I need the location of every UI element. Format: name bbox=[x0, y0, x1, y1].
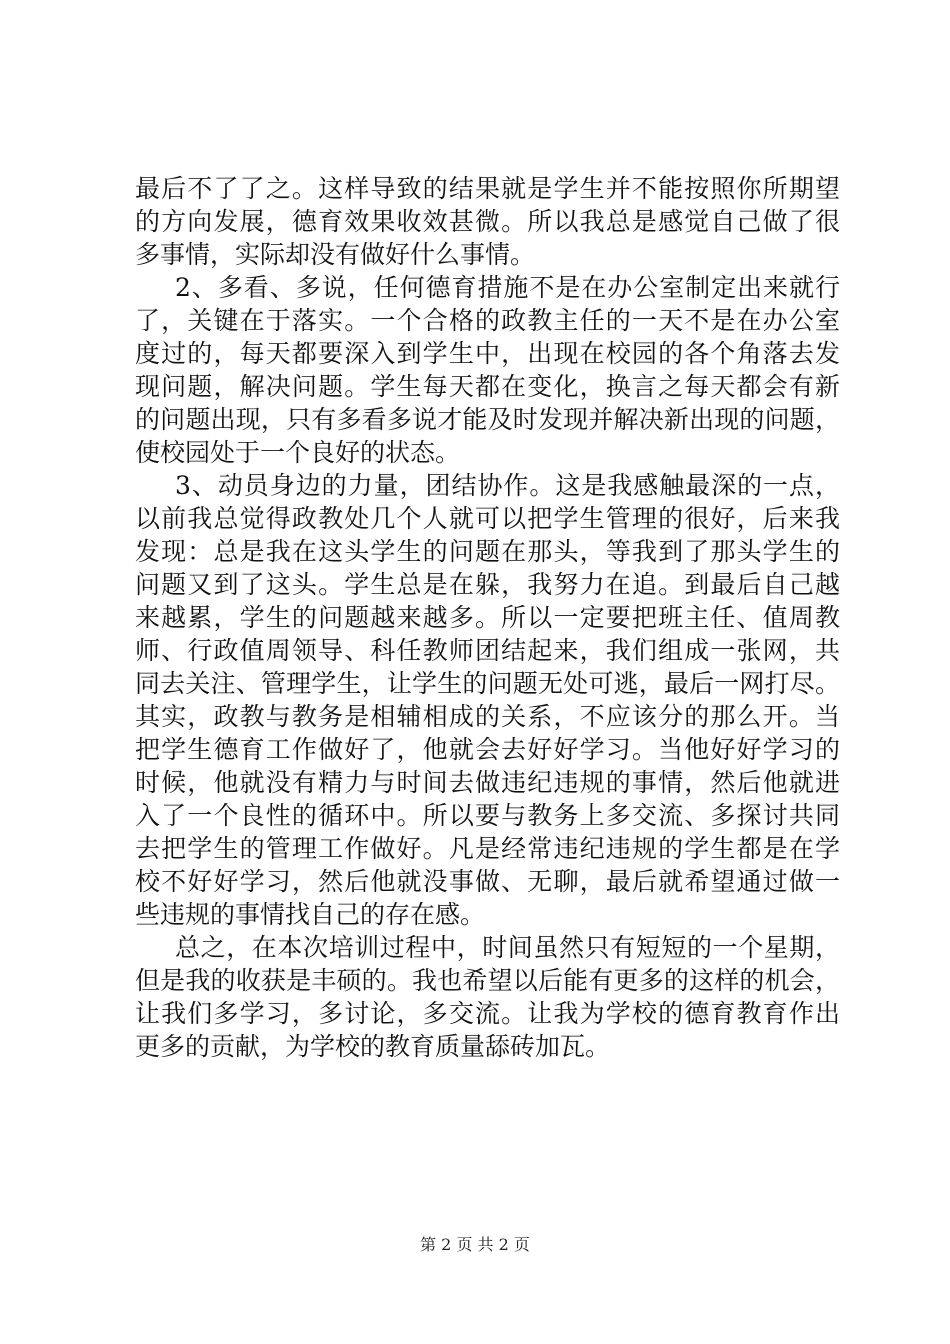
text-line: 发现：总是我在这头学生的问题在那头，等我到了那头学生的 bbox=[135, 537, 840, 566]
text-line: 师、行政值周领导、科任教师团结起来，我们组成一张网，共 bbox=[135, 636, 840, 665]
text-line: 了，关键在于落实。一个合格的政教主任的一天不是在办公室 bbox=[135, 306, 840, 335]
text-line: 最后不了了之。这样导致的结果就是学生并不能按照你所期望 bbox=[135, 174, 840, 203]
text-line: 入了一个良性的循环中。所以要与教务上多交流、多探讨共同 bbox=[135, 801, 840, 830]
text-line: 校不好好学习，然后他就没事做、无聊，最后就希望通过做一 bbox=[135, 867, 840, 896]
text-line: 以前我总觉得政教处几个人就可以把学生管理的很好，后来我 bbox=[135, 504, 840, 533]
text-line: 的问题出现，只有多看多说才能及时发现并解决新出现的问题， bbox=[135, 405, 840, 434]
text-line: 来越累，学生的问题越来越多。所以一定要把班主任、值周教 bbox=[135, 603, 840, 632]
text-line: 让我们多学习，多讨论，多交流。让我为学校的德育教育作出 bbox=[135, 999, 840, 1028]
text-line: 些违规的事情找自己的存在感。 bbox=[135, 900, 486, 929]
text-line: 问题又到了这头。学生总是在躲，我努力在追。到最后自己越 bbox=[135, 570, 840, 599]
text-line: 其实，政教与教务是相辅相成的关系，不应该分的那么开。当 bbox=[135, 702, 840, 731]
text-line: 同去关注、管理学生，让学生的问题无处可逃，最后一网打尽。 bbox=[135, 669, 840, 698]
text-line: 去把学生的管理工作做好。凡是经常违纪违规的学生都是在学 bbox=[135, 834, 840, 863]
text-line: 3、动员身边的力量，团结协作。这是我感触最深的一点， bbox=[175, 471, 840, 500]
text-line: 但是我的收获是丰硕的。我也希望以后能有更多的这样的机会， bbox=[135, 966, 840, 995]
body-text bbox=[135, 172, 840, 1063]
text-line: 的方向发展，德育效果收效甚微。所以我总是感觉自己做了很 bbox=[135, 207, 840, 236]
text-line: 度过的，每天都要深入到学生中，出现在校园的各个角落去发 bbox=[135, 339, 840, 368]
text-line: 更多的贡献，为学校的教育质量舔砖加瓦。 bbox=[135, 1032, 611, 1061]
text-line: 时候，他就没有精力与时间去做违纪违规的事情，然后他就进 bbox=[135, 768, 840, 797]
text-line: 多事情，实际却没有做好什么事情。 bbox=[135, 240, 536, 269]
text-line: 现问题，解决问题。学生每天都在变化，换言之每天都会有新 bbox=[135, 372, 840, 401]
text-line: 2、多看、多说，任何德育措施不是在办公室制定出来就行 bbox=[175, 273, 840, 302]
text-line: 总之，在本次培训过程中，时间虽然只有短短的一个星期， bbox=[175, 933, 840, 962]
text-line: 使校园处于一个良好的状态。 bbox=[135, 438, 461, 467]
text-line: 把学生德育工作做好了，他就会去好好学习。当他好好学习的 bbox=[135, 735, 840, 764]
page-footer: 第 2 页 共 2 页 bbox=[420, 1235, 530, 1254]
